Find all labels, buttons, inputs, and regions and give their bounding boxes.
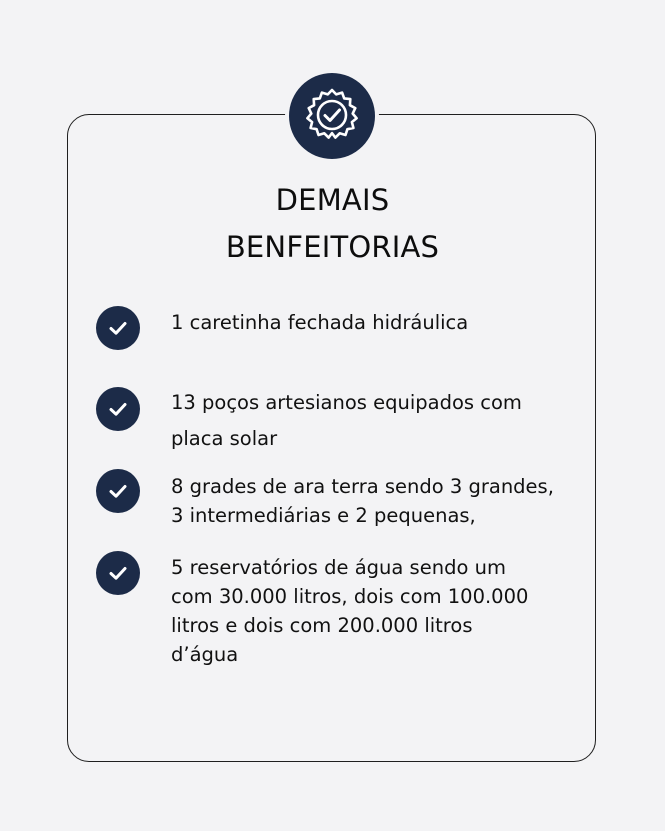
- page-title-line-1: DEMAIS: [275, 183, 390, 217]
- list-item-text: 13 poços artesianos equipados com placa solar: [171, 391, 522, 450]
- seal-badge: [285, 69, 379, 163]
- list-item-text: 8 grades de ara terra sendo 3 grandes, 3 intermediárias e 2 pequenas,: [171, 475, 554, 527]
- check-circle-icon: [96, 387, 140, 431]
- check-circle-icon: [96, 469, 140, 513]
- check-circle-icon: [96, 306, 140, 350]
- list-item-text: 5 reservatórios de água sendo um com 30.000 litros, dois com 100.000 litros e dois com 200.000 litros d’água: [171, 556, 529, 666]
- page-title-line-2: BENFEITORIAS: [225, 230, 440, 264]
- check-circle-icon: [96, 551, 140, 595]
- quality-seal-check-icon: [289, 73, 375, 159]
- list-item-text: 1 caretinha fechada hidráulica: [171, 311, 469, 334]
